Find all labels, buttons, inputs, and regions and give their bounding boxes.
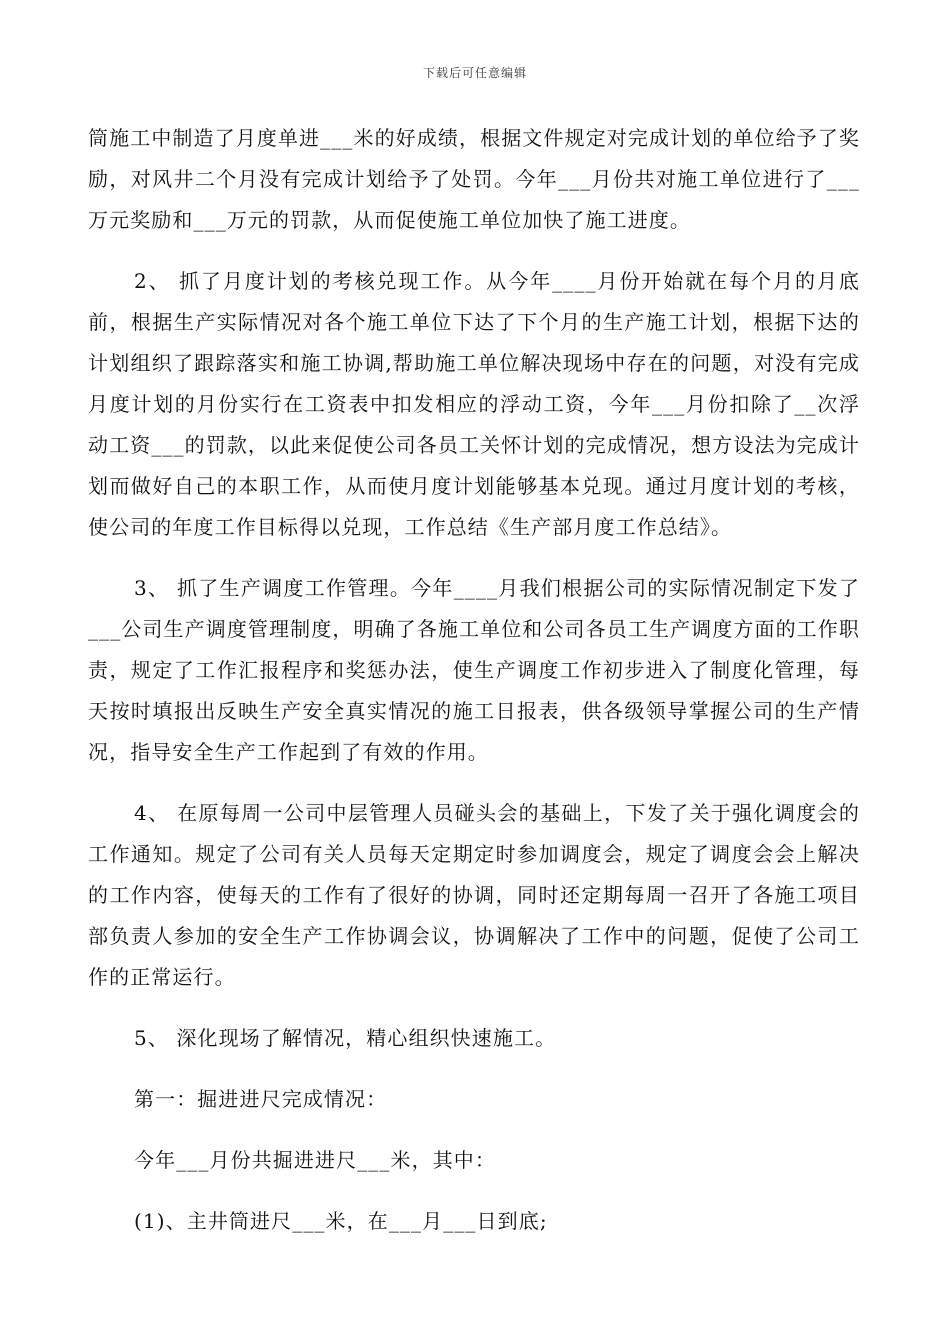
- paragraph-continuation: 筒施工中制造了月度单进___米的好成绩，根据文件规定对完成计划的单位给予了奖励，对风井二个月没有完成计划给予了处罚。今年___月份共对施工单位进行了___万元奖励和___万元的罚款，从而促使施工单位加快了施工进度。: [88, 126, 860, 232]
- paragraph-item-4: 4、 在原每周一公司中层管理人员碰头会的基础上，下发了关于强化调度会的工作通知。规定了公司有关人员每天定期定时参加调度会，规定了调度会会上解决的工作内容，使每天的工作有了很好的协调，同时还定期每周一召开了各施工项目部负责人参加的安全生产工作协调会议，协调解决了工作中的问题，促使了公司工作的正常运行。: [88, 801, 860, 989]
- summary-line: 今年___月份共掘进进尺___米，其中：: [134, 1148, 496, 1172]
- section-heading-first: 第一：掘进进尺完成情况：: [134, 1087, 388, 1111]
- page-header-note: 下载后可任意编辑: [422, 66, 527, 80]
- paragraph-item-3: 3、 抓了生产调度工作管理。今年____月我们根据公司的实际情况制定下发了___公司生产调度管理制度，明确了各施工单位和公司各员工生产调度方面的工作职责，规定了工作汇报程序和奖惩办法，使生产调度工作初步进入了制度化管理，每天按时填报出反映生产安全真实情况的施工日报表，供各级领导掌握公司的生产情况，指导安全生产工作起到了有效的作用。: [88, 576, 860, 764]
- paragraph-item-2: 2、 抓了月度计划的考核兑现工作。从今年____月份开始就在每个月的月底前，根据生产实际情况对各个施工单位下达了下个月的生产施工计划，根据下达的计划组织了跟踪落实和施工协调,帮助施工单位解决现场中存在的问题，对没有完成月度计划的月份实行在工资表中扣发相应的浮动工资，今年___月份扣除了__次浮动工资___的罚款，以此来促使公司各员工关怀计划的完成情况，想方设法为完成计划而做好自己的本职工作，从而使月度计划能够基本兑现。通过月度计划的考核，使公司的年度工作目标得以兑现，工作总结《生产部月度工作总结》。: [88, 269, 860, 539]
- list-item-main-shaft: (1)、主井筒进尺___米，在___月___日到底;: [134, 1209, 548, 1233]
- paragraph-item-5: 5、 深化现场了解情况，精心组织快速施工。: [134, 1026, 557, 1050]
- document-body: [88, 118, 860, 1262]
